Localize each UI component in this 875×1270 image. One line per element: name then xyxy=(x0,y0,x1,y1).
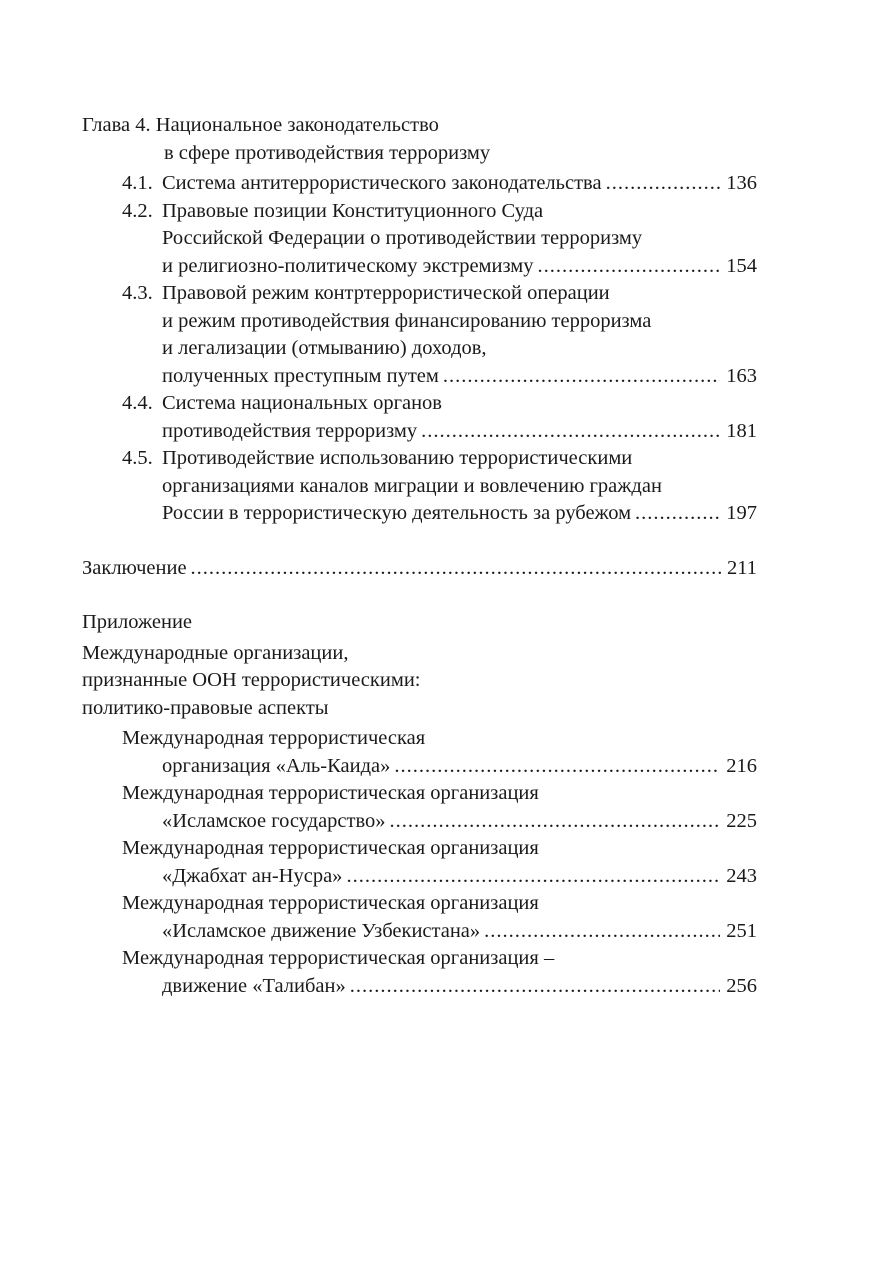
appendix-title: Приложение xyxy=(82,611,193,633)
entry-title: России в террористическую деятельность за рубежом xyxy=(162,502,632,524)
section-number: 4.4. xyxy=(122,392,153,414)
toc-entry-4-4-line-2[interactable] xyxy=(82,418,757,446)
appendix-item-2-line-1: Международная террористическая организация xyxy=(122,782,539,804)
toc-entry-4-1[interactable] xyxy=(82,170,757,198)
section-number: 4.3. xyxy=(122,282,153,304)
dot-leader xyxy=(346,863,720,891)
dot-leader xyxy=(191,555,721,583)
toc-entry-4-5-line-3[interactable] xyxy=(82,500,757,528)
entry-title: Правовой режим контртеррористической операции xyxy=(162,282,610,304)
toc-entry-4-3-line-2: и режим противодействия финансированию терроризма xyxy=(162,309,652,332)
appendix-subtitle-line-3: политико-правовые аспекты xyxy=(82,696,329,719)
appendix-subtitle-line-2: признанные ООН террористическими: xyxy=(82,669,421,691)
entry-title: Система национальных органов xyxy=(162,392,442,414)
entry-title: Система антитеррористического законодательства xyxy=(162,172,602,194)
entry-title: «Джабхат ан-Нусра» xyxy=(162,864,343,887)
toc-entry-4-5-line-2: организациями каналов миграции и вовлечению граждан xyxy=(162,474,662,497)
toc-entry-4-2-line-3[interactable] xyxy=(82,253,757,281)
dot-leader xyxy=(538,253,721,281)
page-number: 181 xyxy=(726,419,757,442)
section-number: 4.2. xyxy=(122,199,153,222)
dot-leader xyxy=(394,753,720,781)
page-number: 197 xyxy=(726,502,757,524)
chapter-title-line-2: в сфере противодействия терроризму xyxy=(164,141,491,164)
page-number: 251 xyxy=(726,919,757,942)
toc-entry-conclusion[interactable] xyxy=(82,555,757,583)
section-number: 4.5. xyxy=(122,447,153,469)
appendix-subtitle-line-1: Международные организации, xyxy=(82,641,349,664)
appendix-item-5-line-1: Международная террористическая организация – xyxy=(122,947,555,969)
dot-leader xyxy=(443,363,720,391)
toc-entry-4-3-line-3: и легализации (отмыванию) доходов, xyxy=(162,337,487,359)
dot-leader xyxy=(606,170,721,198)
toc-entry-4-2-line-1[interactable] xyxy=(82,198,757,226)
toc-entry-4-3-line-4[interactable] xyxy=(82,363,757,391)
toc-entry-4-4-line-1[interactable] xyxy=(82,390,757,418)
entry-title: движение «Талибан» xyxy=(162,974,346,997)
chapter-title-line-1: Глава 4. Национальное законодательство xyxy=(82,114,439,136)
entry-title: организация «Аль-Каида» xyxy=(162,754,391,777)
dot-leader xyxy=(484,918,720,946)
toc-entry-4-5-line-1[interactable] xyxy=(82,445,757,473)
page-number: 225 xyxy=(726,809,757,832)
entry-title: «Исламское государство» xyxy=(162,809,386,832)
entry-title: Противодействие использованию террористическими xyxy=(162,447,633,469)
page-number: 154 xyxy=(726,254,757,277)
entry-title: противодействия терроризму xyxy=(162,419,418,442)
entry-title: Заключение xyxy=(82,556,187,579)
appendix-item-2-line-2[interactable] xyxy=(82,808,757,836)
page-number: 163 xyxy=(726,364,757,387)
appendix-item-1-line-1: Международная террористическая xyxy=(122,727,426,749)
entry-title: и религиозно-политическому экстремизму xyxy=(162,254,534,277)
appendix-item-4-line-2[interactable] xyxy=(82,918,757,946)
dot-leader xyxy=(390,808,721,836)
appendix-item-3-line-1: Международная террористическая организация xyxy=(122,837,539,859)
table-of-contents xyxy=(82,112,757,1000)
entry-title: «Исламское движение Узбекистана» xyxy=(162,919,481,942)
dot-leader xyxy=(421,418,720,446)
appendix-item-4-line-1: Международная террористическая организация xyxy=(122,892,539,914)
page-number: 256 xyxy=(726,974,757,997)
appendix-item-1-line-2[interactable] xyxy=(82,753,757,781)
page-number: 136 xyxy=(726,172,757,194)
entry-title: полученных преступным путем xyxy=(162,364,439,387)
entry-title: Правовые позиции Конституционного Суда xyxy=(162,199,544,222)
toc-entry-4-2-line-2: Российской Федерации о противодействии терроризму xyxy=(162,227,643,249)
toc-entry-4-3-line-1[interactable] xyxy=(82,280,757,308)
page-number: 216 xyxy=(726,754,757,777)
dot-leader xyxy=(350,973,721,1001)
dot-leader xyxy=(635,500,720,528)
page-number: 211 xyxy=(727,556,757,579)
section-number: 4.1. xyxy=(122,172,153,194)
page-number: 243 xyxy=(726,864,757,887)
appendix-item-3-line-2[interactable] xyxy=(82,863,757,891)
appendix-item-5-line-2[interactable] xyxy=(82,973,757,1001)
